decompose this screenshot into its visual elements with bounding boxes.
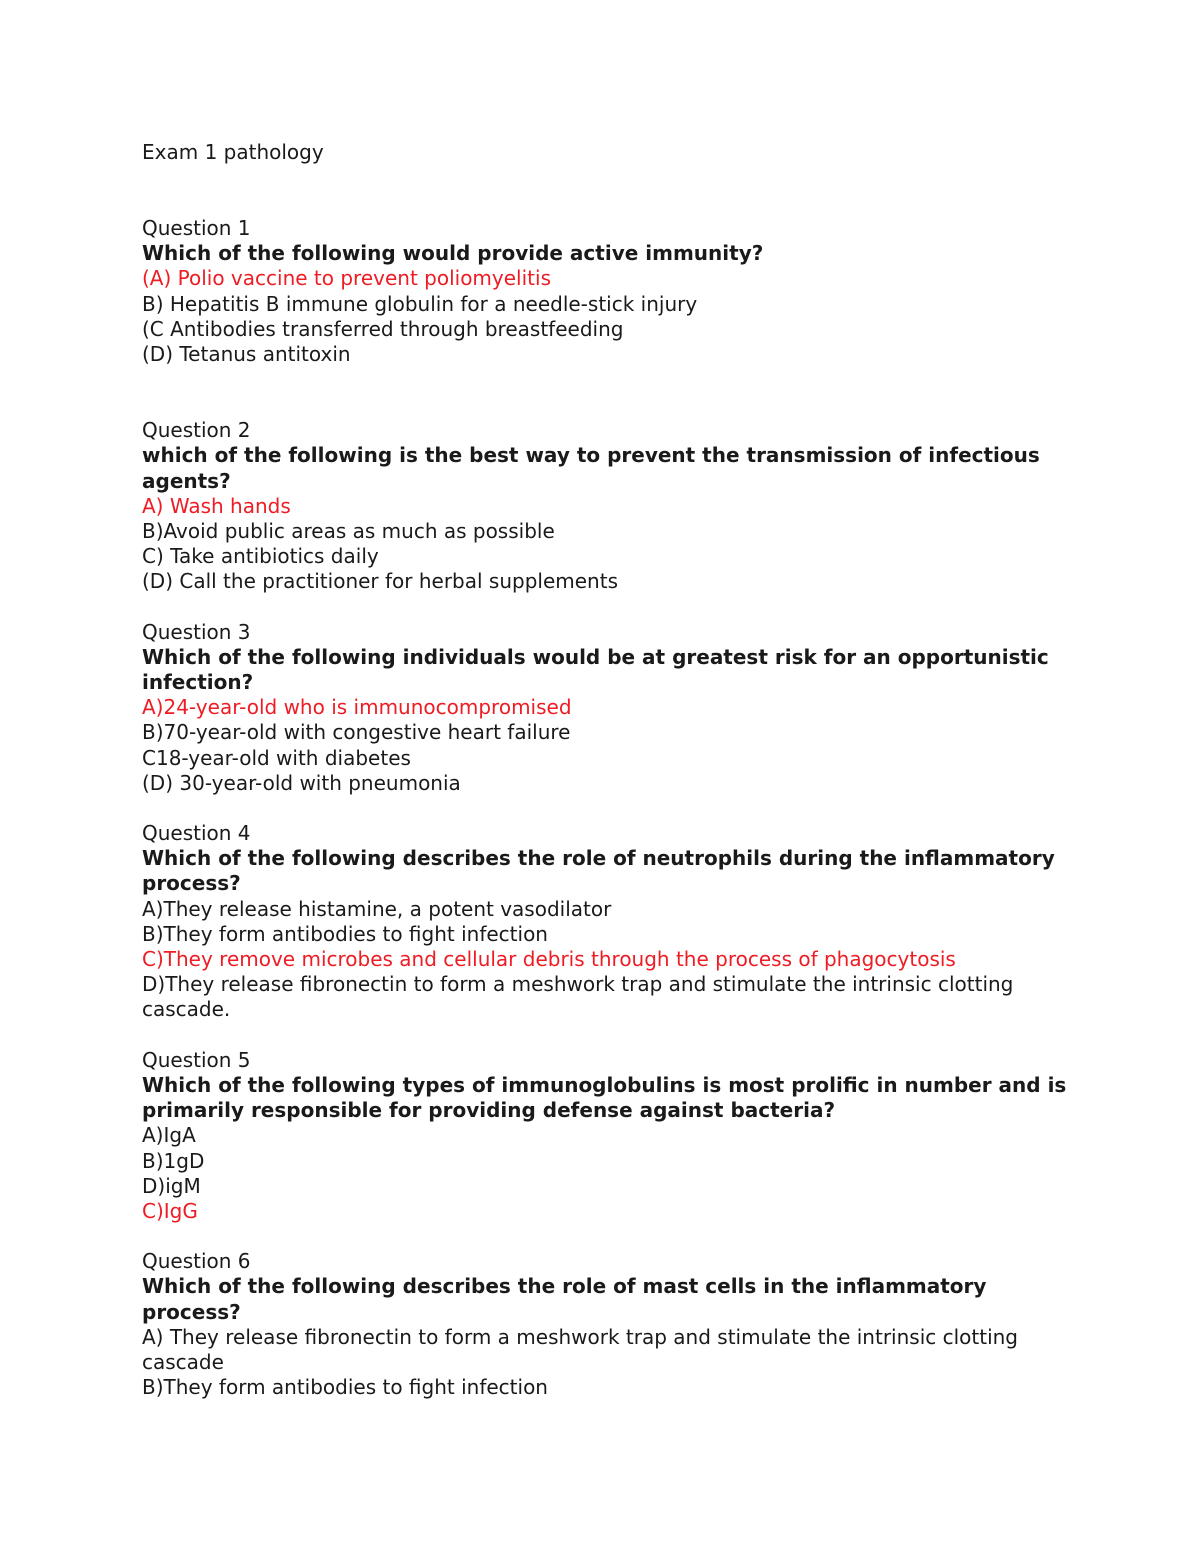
question-text: Which of the following describes the role of neutrophils during the inflammatory process? [142, 846, 1062, 896]
question-heading: Question 4 [142, 821, 251, 846]
answer-option: (D) Tetanus antitoxin [142, 342, 351, 367]
question-block [142, 620, 1082, 796]
question-spacer [142, 1224, 1082, 1249]
question-text: Which of the following describes the role of mast cells in the inflammatory process? [142, 1274, 994, 1324]
question-spacer [142, 796, 1082, 821]
question-block [142, 418, 1082, 594]
answer-option: B)Avoid public areas as much as possible [142, 519, 555, 544]
answer-option: A)They release histamine, a potent vasodilator [142, 896, 612, 921]
question-block [142, 216, 1082, 367]
question-block [142, 1249, 1082, 1400]
question-heading: Question 1 [142, 216, 251, 240]
question-block [142, 821, 1082, 1023]
document-title: Exam 1 pathology [142, 140, 324, 164]
question-heading: Question 5 [142, 1047, 251, 1072]
question-spacer [142, 1023, 1082, 1048]
answer-option: A) They release fibronectin to form a meshwork trap and stimulate the intrinsic clotting cascade [142, 1324, 1025, 1374]
answer-option-correct: A) Wash hands [142, 493, 291, 518]
question-spacer [142, 595, 1082, 620]
question-list [142, 216, 1082, 1400]
question-block [142, 1048, 1082, 1224]
answer-option: (D) 30-year-old with pneumonia [142, 770, 461, 795]
question-heading: Question 6 [142, 1249, 251, 1274]
question-text: Which of the following types of immunoglobulins is most prolific in number and is primarily responsible for providing defense against bacteria? [142, 1072, 1074, 1123]
answer-option: (D) Call the practitioner for herbal supplements [142, 569, 618, 594]
answer-option: B)They form antibodies to fight infection [142, 921, 548, 946]
answer-option-correct: C)IgG [142, 1198, 198, 1223]
answer-option: B) Hepatitis B immune globulin for a needle-stick injury [142, 291, 698, 316]
question-text: Which of the following individuals would be at greatest risk for an opportunistic infection? [142, 644, 1056, 695]
document-page [142, 140, 1082, 1400]
answer-option: (C Antibodies transferred through breastfeeding [142, 316, 624, 341]
answer-option-correct: C)They remove microbes and cellular debris through the process of phagocytosis [142, 947, 956, 972]
answer-option: B)1gD [142, 1148, 205, 1173]
question-heading: Question 3 [142, 619, 251, 644]
answer-option: C) Take antibiotics daily [142, 544, 379, 569]
answer-option: A)IgA [142, 1123, 196, 1148]
question-spacer [142, 367, 1082, 418]
answer-option-correct: A)24-year-old who is immunocompromised [142, 695, 572, 720]
answer-option: B)70-year-old with congestive heart failure [142, 720, 571, 745]
question-heading: Question 2 [142, 418, 251, 443]
answer-option: C18-year-old with diabetes [142, 745, 411, 770]
answer-option: B)They form antibodies to fight infection [142, 1375, 548, 1400]
question-text: Which of the following would provide active immunity? [142, 241, 764, 266]
answer-option-correct: (A) Polio vaccine to prevent poliomyelitis [142, 266, 551, 291]
question-text: which of the following is the best way to prevent the transmission of infectious agents? [142, 443, 1047, 493]
answer-option: D)They release fibronectin to form a meshwork trap and stimulate the intrinsic clotting cascade. [142, 972, 1020, 1022]
answer-option: D)igM [142, 1173, 201, 1198]
